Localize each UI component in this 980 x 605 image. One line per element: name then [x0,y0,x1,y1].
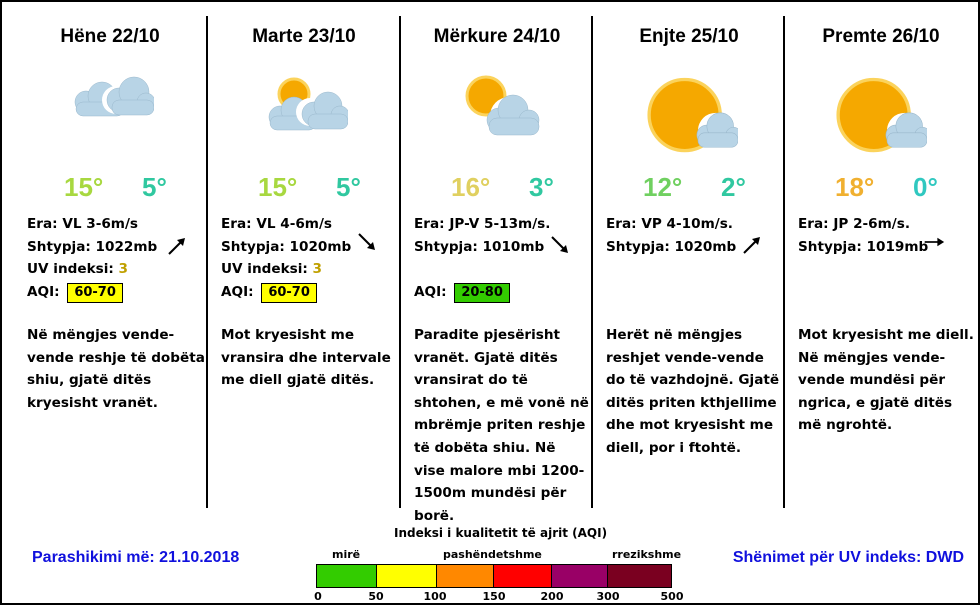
aqi-scale-segment [552,565,608,587]
day-info [798,213,973,258]
pressure-text: Shtypja: 1020mb [606,238,737,255]
showers-cloud-icon [64,72,154,147]
uv-row [27,258,202,281]
temp-max: 15° [64,172,104,202]
aqi-scale-label-hazardous: rrezikshme [612,548,682,561]
sun-small-cloud-icon [638,72,738,157]
temp-max: 15° [258,172,298,202]
arrow-southeast-icon [549,234,571,256]
aqi-scale-label-good: mirë [332,548,361,561]
aqi-scale-tick: 500 [660,590,684,603]
wind-text: Era: JP 2-6m/s. [798,216,911,232]
uv-value: 3 [312,261,323,277]
day-info [414,213,589,303]
aqi-label: AQI: [414,283,447,300]
aqi-scale-segment [377,565,437,587]
sun-showers-icon [258,72,348,147]
day-info [221,213,396,303]
temp-min: 0° [913,172,938,202]
day-title: Mërkure 24/10 [433,26,561,47]
aqi-scale-bar [316,564,672,588]
sun-cloud-icon [451,72,541,147]
wind-text: Era: JP-V 5-13m/s. [414,216,551,232]
pressure-text: Shtypja: 1022mb [27,238,158,255]
aqi-scale-tick: 100 [423,590,447,603]
temp-max: 12° [643,172,683,202]
uv-value: 3 [118,261,129,277]
day-column-1 [14,2,206,507]
temp-max: 16° [451,172,491,202]
wind-text: Era: VL 3-6m/s [27,216,139,232]
day-title: Premte 26/10 [822,26,940,47]
aqi-scale-segment [437,565,494,587]
day-column-3 [401,2,593,524]
aqi-badge: 60-70 [67,283,123,303]
day-column-2 [208,2,400,507]
temp-min: 3° [529,172,554,202]
uv-source-note: Shënimet për UV indeks: DWD [732,549,964,566]
wind-text: Era: VP 4-10m/s. [606,216,733,232]
arrow-northeast-icon [741,234,763,256]
wind-text: Era: VL 4-6m/s [221,216,333,232]
day-title: Hëne 22/10 [60,26,160,47]
day-description: Mot kryesisht me vransira dhe intervale me diell gjatë ditës. [221,327,391,389]
aqi-scale-tick: 200 [540,590,564,603]
day-description: Në mëngjes vende-vende reshje të dobëta shiu, gjatë ditës kryesisht vranët. [27,327,205,411]
temp-min: 5° [142,172,167,202]
aqi-scale-tick: 150 [482,590,506,603]
day-title: Enjte 25/10 [639,26,739,47]
day-description: Mot kryesisht me diell. Në mëngjes vende-vende mundësi për ngrica, e gjatë ditës më ngrohtë. [798,327,974,434]
uv-label: UV indeksi: [27,261,114,277]
aqi-badge: 20-80 [454,283,510,303]
sun-small-cloud-icon [827,72,927,157]
aqi-scale-label-unhealthy: pashëndetshme [443,548,542,561]
aqi-label: AQI: [221,283,254,300]
aqi-scale-segment [317,565,377,587]
aqi-label: AQI: [27,283,60,300]
aqi-scale-tick: 0 [314,590,322,603]
day-column-4 [593,2,785,507]
aqi-scale-title: Indeksi i kualitetit të ajrit (AQI) [394,526,608,540]
temp-max: 18° [835,172,875,202]
aqi-badge: 60-70 [261,283,317,303]
arrow-east-icon [923,231,945,253]
forecast-date: Parashikimi më: 21.10.2018 [32,549,240,566]
uv-label: UV indeksi: [221,261,308,277]
uv-row [221,258,396,281]
day-column-5 [785,2,977,507]
temp-min: 5° [336,172,361,202]
day-title: Marte 23/10 [252,26,356,47]
aqi-row [221,281,396,304]
aqi-scale-segment [494,565,552,587]
pressure-text: Shtypja: 1010mb [414,238,545,255]
aqi-row [27,281,202,304]
day-description: Paradite pjesërisht vranët. Gjatë ditës vransirat do të shtohen, e më vonë në mbrëmje priten reshje të dobëta shiu. Në vise malore mbi 1200-1500m mundësi për borë. [414,327,589,524]
aqi-scale-tick: 300 [596,590,620,603]
aqi-scale-tick: 50 [368,590,384,603]
pressure-text: Shtypja: 1020mb [221,238,352,255]
day-info [27,213,202,303]
aqi-row [414,281,589,304]
temp-min: 2° [721,172,746,202]
arrow-southeast-icon [356,231,378,253]
aqi-scale-segment [608,565,671,587]
pressure-text: Shtypja: 1019mb [798,238,929,255]
arrow-northeast-icon [166,235,188,257]
day-description: Herët në mëngjes reshjet vende-vende do të vazhdojnë. Gjatë ditës priten kthjellime dhe mot kryesisht me diell, por i ftohtë. [606,327,780,456]
